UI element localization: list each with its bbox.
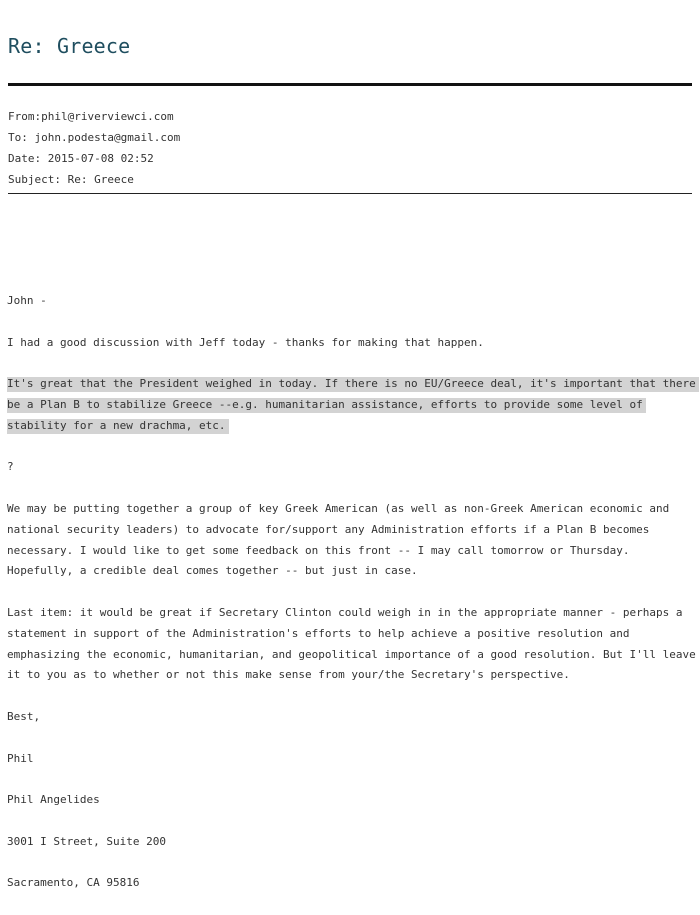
header-date: Date: 2015-07-08 02:52 bbox=[8, 152, 154, 165]
header-from: From:phil@riverviewci.com bbox=[8, 110, 174, 123]
greeting: John - bbox=[7, 294, 47, 307]
email-body bbox=[7, 291, 697, 915]
title-divider bbox=[8, 83, 692, 86]
header-subject: Subject: Re: Greece bbox=[8, 173, 134, 186]
header-divider bbox=[8, 193, 692, 194]
signoff: Phil bbox=[7, 751, 34, 765]
signature-name: Phil Angelides bbox=[7, 793, 100, 807]
signature-city: Sacramento, CA 95816 bbox=[7, 876, 140, 890]
body-paragraph: Last item: it would be great if Secretary Clinton could weigh in in the appropriate manner - perhaps a statement in support of the Administration's efforts to help achieve a positive resolution and emphasizing the economic, humanitarian, and geopolitical importance of a good resolution. But I'll leave it to you as to whether or not this make sense from your/the Secretary's perspective. bbox=[7, 605, 696, 682]
closing: Best, bbox=[7, 709, 41, 723]
body-paragraph: I had a good discussion with Jeff today - thanks for making that happen. bbox=[7, 335, 484, 349]
highlight-span: It's great that the President weighed in today. If there is no EU/Greece deal, it's important that there be a Plan B to stabilize Greece --e.g. humanitarian assistance, efforts to provide some level of stability for a new drachma, etc. bbox=[7, 377, 699, 434]
body-paragraph: We may be putting together a group of key Greek American (as well as non-Greek American economic and national security leaders) to advocate for/support any Administration efforts if a Plan B becomes necessary. I would like to get some feedback on this front -- I may call tomorrow or Thursday. Hopefully, a credible deal comes together -- but just in case. bbox=[7, 501, 670, 578]
email-headers bbox=[8, 106, 180, 190]
body-paragraph: ? bbox=[7, 460, 14, 474]
signature-address: 3001 I Street, Suite 200 bbox=[7, 834, 166, 848]
highlighted-paragraph bbox=[7, 374, 697, 436]
header-to: To: john.podesta@gmail.com bbox=[8, 131, 181, 144]
email-title: Re: Greece bbox=[8, 34, 131, 58]
